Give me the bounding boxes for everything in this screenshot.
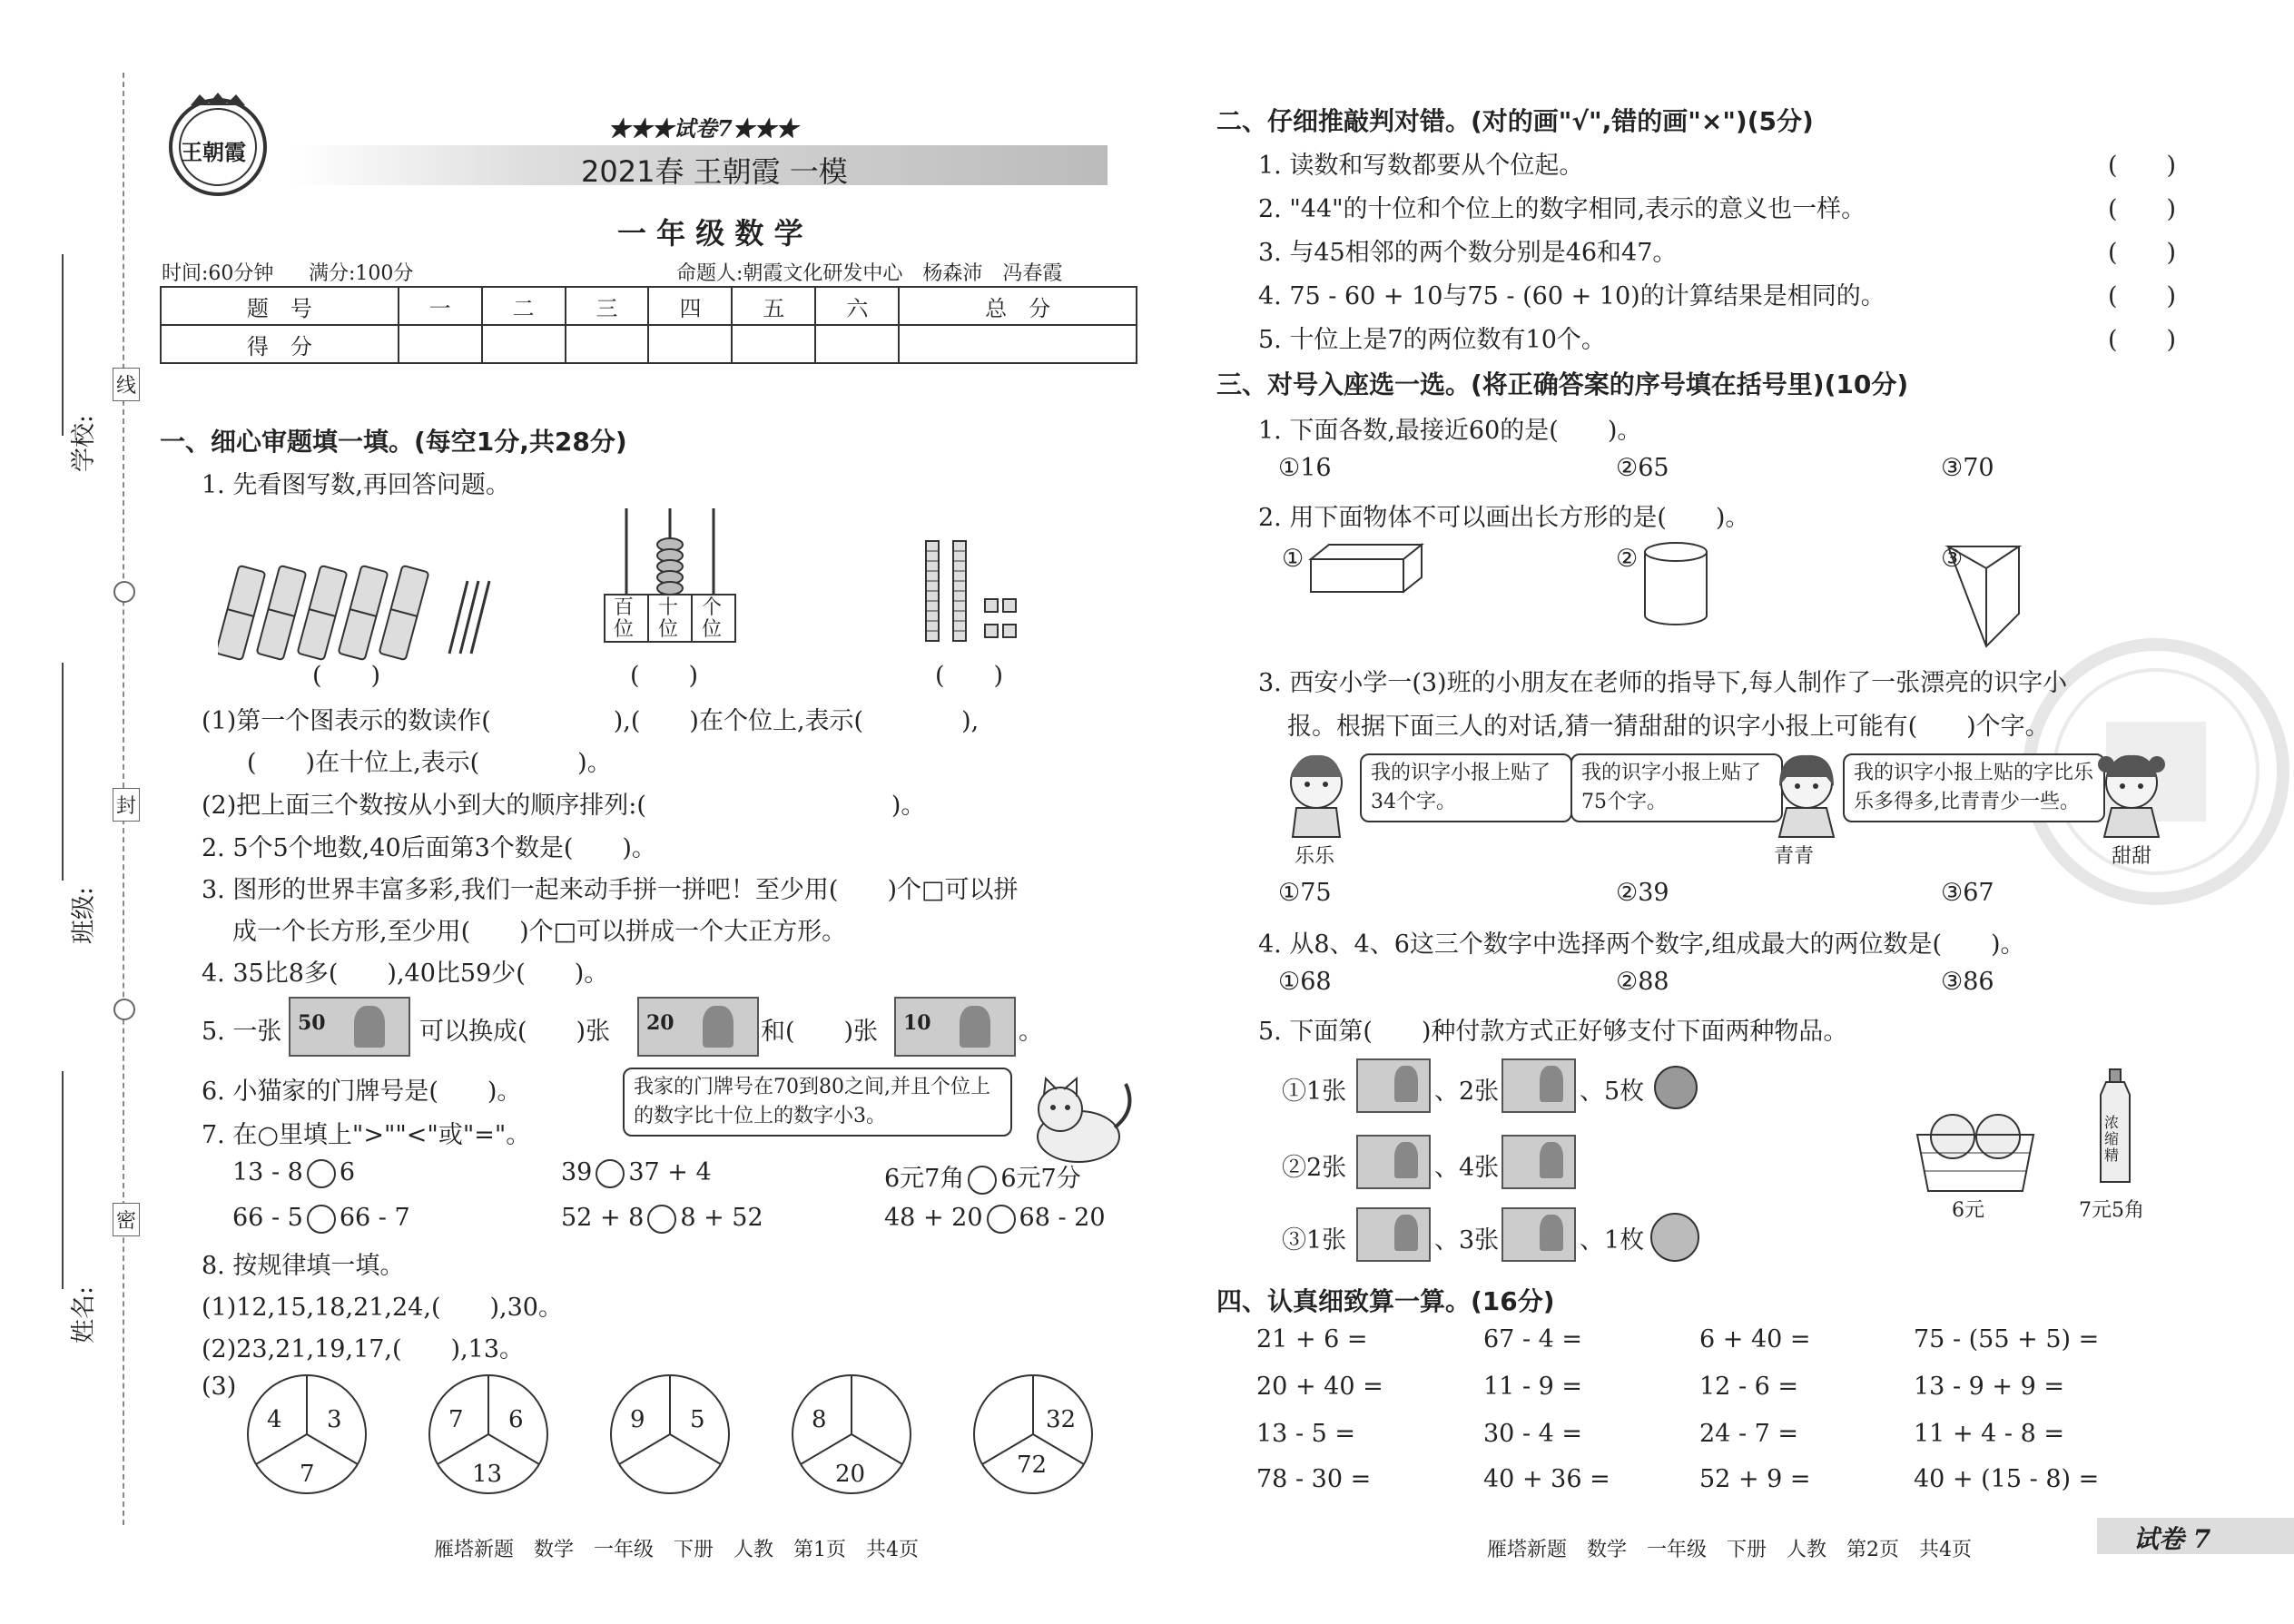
pay-option-3[interactable] (1282, 1220, 1346, 1255)
boy-lele-icon (1280, 750, 1353, 841)
pay-text: ②2张 (1282, 1154, 1347, 1182)
choice-option[interactable]: ② (1616, 545, 1639, 573)
score-header-cell: 题 号 (161, 287, 399, 325)
choice-option[interactable]: ②88 (1616, 968, 1669, 996)
portrait-icon (1540, 1066, 1563, 1102)
q1-1-line-a: (1)第一个图表示的数读作( ),( )在个位上,表示( ), (202, 707, 980, 735)
compare-right: 6 (339, 1158, 356, 1186)
calc-item: 40 + 36 = (1483, 1465, 1610, 1493)
calc-item: 13 - 9 + 9 = (1914, 1373, 2064, 1401)
score-header-cell: 四 (648, 287, 732, 325)
compare-right: 8 + 52 (680, 1204, 763, 1232)
compare-left: 52 + 8 (561, 1204, 645, 1232)
pie-value: 32 (1046, 1406, 1077, 1433)
q4-text: 4. 35比8多( ),40比59少( )。 (202, 960, 609, 988)
q8-3: (3) (202, 1373, 237, 1401)
price-drink: 7元5角 (2079, 1199, 2144, 1222)
choice-q1: 1. 下面各数,最接近60的是( )。 (1258, 417, 1642, 445)
score-row-label: 得 分 (161, 325, 399, 363)
name-lele: 乐乐 (1295, 845, 1335, 868)
school-label: 学校: (70, 414, 98, 472)
banknote-10-icon (1356, 1207, 1431, 1262)
q8-2: (2)23,21,19,17,( ),13。 (202, 1335, 525, 1363)
choice-q3-a: 3. 西安小学一(3)班的小朋友在老师的指导下,每人制作了一张漂亮的识字小 (1258, 669, 2068, 697)
pie-value: 13 (472, 1461, 503, 1488)
judge-item: 5. 十位上是7的两位数有10个。 (1258, 326, 1606, 354)
q3-text-a: 3. 图形的世界丰富多彩,我们一起来动手拼一拼吧！至少用( )个□可以拼 (202, 876, 1019, 904)
pay-option-2[interactable] (1282, 1147, 1346, 1183)
number-pie-3 (606, 1371, 733, 1498)
score-cell[interactable] (566, 325, 649, 363)
judge-blank[interactable]: ( ) (2108, 282, 2177, 310)
school-write-line (62, 254, 64, 436)
binding-hole-icon (113, 999, 135, 1020)
calc-item: 40 + (15 - 8) = (1914, 1465, 2100, 1493)
series-label: ★★★试卷7★★★ (608, 115, 798, 142)
compare-right: 6元7分 (1000, 1165, 1081, 1193)
compare-circle[interactable] (307, 1205, 336, 1234)
calc-item: 6 + 40 = (1699, 1325, 1811, 1353)
stick-bundles-icon (218, 563, 499, 663)
banknote-1-icon (1501, 1135, 1576, 1189)
authors: 命题人:朝霞文化研发中心 杨森沛 冯春霞 (676, 262, 1063, 285)
calc-item: 11 + 4 - 8 = (1914, 1420, 2064, 1448)
compare-circle[interactable] (987, 1205, 1016, 1234)
compare-circle[interactable] (307, 1159, 336, 1188)
q3-text-b: 成一个长方形,至少用( )个□可以拼成一个大正方形。 (232, 918, 847, 946)
compare-row (884, 1204, 1106, 1234)
coin-icon (1650, 1213, 1699, 1262)
cylinder-icon (1639, 539, 1712, 630)
seal-mark-seal: 封 (113, 788, 140, 822)
exam-badge: 试卷 7 (2133, 1524, 2211, 1554)
pie-value: 5 (690, 1406, 705, 1433)
calc-item: 13 - 5 = (1256, 1420, 1356, 1448)
pie-value: 9 (630, 1406, 645, 1433)
number-pie-2 (425, 1371, 552, 1498)
banknote-50-icon (289, 997, 410, 1057)
compare-left: 6元7角 (884, 1165, 965, 1193)
judge-item: 2. "44"的十位和个位上的数字相同,表示的意义也一样。 (1258, 195, 1866, 223)
compare-right: 68 - 20 (1019, 1204, 1106, 1232)
choice-option[interactable]: ③70 (1941, 454, 1994, 482)
banknote-value: 20 (646, 1011, 674, 1035)
bubble-lele: 我的识字小报上贴了34个字。 (1360, 753, 1572, 822)
q8-text: 8. 按规律填一填。 (202, 1252, 405, 1280)
pie-value: 4 (267, 1406, 282, 1433)
part2-heading: 二、仔细推敲判对错。(对的画"√",错的画"×")(5分) (1216, 106, 1814, 136)
q7-text: 7. 在○里填上">""<"或"="。 (202, 1121, 531, 1149)
footer-right: 雁塔新题 数学 一年级 下册 人教 第2页 共4页 (1487, 1539, 1972, 1561)
compare-left: 48 + 20 (884, 1204, 983, 1232)
compare-circle[interactable] (596, 1159, 625, 1188)
exam-title: 2021春 王朝霞 一模 (581, 154, 848, 189)
name-tiantian: 甜甜 (2112, 845, 2152, 868)
pay-text: ③1张 (1282, 1226, 1347, 1255)
portrait-icon (354, 1006, 385, 1048)
score-header-cell: 三 (566, 287, 649, 325)
choice-option[interactable]: ① (1282, 545, 1305, 573)
q1-1-line-b: ( )在十位上,表示( )。 (247, 749, 612, 777)
portrait-icon (703, 1006, 733, 1048)
score-cell[interactable] (648, 325, 732, 363)
banknote-1-icon (1501, 1058, 1576, 1113)
answer-blank[interactable]: ( ) (312, 662, 381, 690)
score-cell[interactable] (815, 325, 899, 363)
pie-value: 6 (508, 1406, 524, 1433)
name-qingqing: 青青 (1774, 845, 1815, 868)
pie-value: 72 (1017, 1452, 1048, 1479)
portrait-icon (960, 1006, 990, 1048)
compare-left: 39 (561, 1158, 593, 1186)
portrait-icon (1394, 1066, 1418, 1102)
calc-item: 21 + 6 = (1256, 1325, 1368, 1353)
abacus-label-ones: 个位 (702, 596, 723, 641)
judge-blank[interactable]: ( ) (2108, 239, 2177, 267)
abacus-label-hundreds: 百位 (614, 596, 635, 641)
class-write-line (62, 663, 64, 881)
banknote-5-icon (1356, 1135, 1431, 1189)
fruit-basket-icon (1912, 1104, 2039, 1195)
q1-text: 1. 先看图写数,再回答问题。 (202, 471, 510, 499)
choice-option[interactable]: ③86 (1941, 968, 1994, 996)
portrait-icon (1394, 1215, 1418, 1251)
pie-value: 7 (300, 1461, 315, 1488)
judge-blank[interactable]: ( ) (2108, 195, 2177, 223)
compare-row (561, 1158, 712, 1188)
girl-qingqing-icon (1770, 750, 1843, 841)
calc-item: 75 - (55 + 5) = (1914, 1325, 2100, 1353)
bottle-label: 浓缩精 (2104, 1114, 2120, 1164)
score-cell[interactable] (732, 325, 815, 363)
base-ten-blocks-icon (917, 536, 1035, 645)
compare-circle[interactable] (968, 1166, 997, 1195)
choice-q2: 2. 用下面物体不可以画出长方形的是( )。 (1258, 504, 1750, 532)
seal-mark-secret: 密 (113, 1203, 140, 1236)
calc-item: 67 - 4 = (1483, 1325, 1583, 1353)
pie-value: 3 (327, 1406, 342, 1433)
pie-value: 20 (835, 1461, 866, 1488)
compare-left: 66 - 5 (232, 1204, 303, 1232)
class-label: 班级: (70, 886, 98, 944)
judge-item: 3. 与45相邻的两个数分别是46和47。 (1258, 239, 1678, 267)
q5-text-d: 。 (1019, 1018, 1043, 1046)
abacus-label-tens: 十位 (658, 596, 679, 641)
price-fruit: 6元 (1952, 1199, 1984, 1222)
score-cell[interactable] (399, 325, 482, 363)
number-pie-5 (970, 1371, 1097, 1498)
calc-item: 24 - 7 = (1699, 1420, 1799, 1448)
judge-blank[interactable]: ( ) (2108, 326, 2177, 354)
full-score: 满分:100分 (309, 262, 414, 285)
pie-value: 7 (448, 1406, 464, 1433)
choice-option[interactable]: ①75 (1278, 879, 1332, 907)
part3-heading: 三、对号入座选一选。(将正确答案的序号填在括号里)(10分) (1216, 369, 1909, 399)
pay-text: 、4张 (1434, 1154, 1500, 1182)
q8-1: (1)12,15,18,21,24,( ),30。 (202, 1294, 563, 1322)
calc-item: 78 - 30 = (1256, 1465, 1372, 1493)
compare-row (232, 1158, 355, 1188)
girl-tiantian-icon (2095, 750, 2168, 841)
calc-item: 30 - 4 = (1483, 1420, 1583, 1448)
judge-item: 4. 75 - 60 + 10与75 - (60 + 10)的计算结果是相同的。 (1258, 282, 1885, 310)
cuboid-icon (1307, 541, 1425, 595)
pay-text: 、5枚 (1580, 1078, 1645, 1106)
pay-text: 、1枚 (1580, 1226, 1645, 1255)
score-cell[interactable] (482, 325, 566, 363)
judge-item: 1. 读数和写数都要从个位起。 (1258, 152, 1584, 180)
number-pie-4 (788, 1371, 915, 1498)
score-table (160, 286, 1137, 364)
triangular-prism-icon (1943, 541, 2024, 650)
calc-item: 52 + 9 = (1699, 1465, 1811, 1493)
banknote-10-icon (1356, 1058, 1431, 1113)
pie-value: 8 (812, 1406, 827, 1433)
compare-right: 37 + 4 (628, 1158, 712, 1186)
compare-left: 13 - 8 (232, 1158, 303, 1186)
subject-title: 一 年 级 数 学 (617, 216, 803, 251)
choice-q4: 4. 从8、4、6这三个数字中选择两个数字,组成最大的两位数是( )。 (1258, 930, 2025, 959)
coin-icon (1654, 1066, 1698, 1109)
name-write-line (62, 1071, 64, 1289)
answer-blank[interactable]: ( ) (935, 662, 1004, 690)
compare-row (561, 1204, 763, 1234)
score-header-cell: 五 (732, 287, 815, 325)
banknote-10-icon (894, 997, 1016, 1057)
cat-speech-bubble: 我家的门牌号在70到80之间,并且个位上的数字比十位上的数字小3。 (623, 1068, 1012, 1137)
choice-q3-b: 报。根据下面三人的对话,猜一猜甜甜的识字小报上可能有( )个字。 (1287, 713, 2050, 741)
q5-text-c: 和( )张 (761, 1018, 879, 1046)
portrait-icon (1540, 1215, 1563, 1251)
choice-option[interactable]: ①68 (1278, 968, 1332, 996)
banknote-1-icon (1501, 1207, 1576, 1262)
portrait-icon (1540, 1142, 1563, 1178)
logo-text: 王朝霞 (181, 139, 246, 165)
banknote-20-icon (637, 997, 759, 1057)
score-header-cell: 总 分 (899, 287, 1137, 325)
seal-mark-line: 线 (113, 368, 140, 401)
compare-circle[interactable] (647, 1205, 676, 1234)
part4-heading: 四、认真细致算一算。(16分) (1216, 1286, 1555, 1316)
compare-right: 66 - 7 (339, 1204, 410, 1232)
bubble-qingqing: 我的识字小报上贴了75个字。 (1570, 753, 1783, 822)
pay-text: 、3张 (1434, 1226, 1500, 1255)
choice-option[interactable]: ③67 (1941, 879, 1994, 907)
q5-text-b: 可以换成( )张 (419, 1018, 611, 1046)
q6-text: 6. 小猫家的门牌号是( )。 (202, 1078, 522, 1106)
footer-left: 雁塔新题 数学 一年级 下册 人教 第1页 共4页 (434, 1539, 919, 1561)
q5-text-a: 5. 一张 (202, 1018, 282, 1046)
binding-hole-icon (113, 581, 135, 603)
pay-text: 、2张 (1434, 1078, 1500, 1106)
portrait-icon (1394, 1142, 1418, 1178)
pay-option-1[interactable] (1282, 1071, 1346, 1107)
banknote-value: 50 (298, 1011, 326, 1035)
calc-item: 11 - 9 = (1483, 1373, 1583, 1401)
calc-item: 20 + 40 = (1256, 1373, 1383, 1401)
judge-blank[interactable]: ( ) (2108, 152, 2177, 180)
compare-row (232, 1204, 410, 1234)
score-cell[interactable] (899, 325, 1137, 363)
choice-option[interactable]: ②39 (1616, 879, 1669, 907)
q2-text: 2. 5个5个地数,40后面第3个数是( )。 (202, 834, 656, 862)
q1-2: (2)把上面三个数按从小到大的顺序排列:( )。 (202, 792, 926, 820)
number-pie-1 (243, 1371, 370, 1498)
score-header-cell: 六 (815, 287, 899, 325)
bubble-tiantian: 我的识字小报上贴的字比乐乐多得多,比青青少一些。 (1843, 753, 2105, 822)
score-header-cell: 一 (399, 287, 482, 325)
name-label: 姓名: (70, 1285, 98, 1343)
compare-row (884, 1158, 1081, 1195)
banknote-value: 10 (903, 1011, 931, 1035)
choice-option[interactable]: ①16 (1278, 454, 1332, 482)
time-limit: 时间:60分钟 (162, 262, 274, 285)
choice-q5: 5. 下面第( )种付款方式正好够支付下面两种物品。 (1258, 1018, 1848, 1046)
calc-item: 12 - 6 = (1699, 1373, 1799, 1401)
part1-heading: 一、细心审题填一填。(每空1分,共28分) (160, 427, 627, 457)
choice-option[interactable]: ③ (1941, 545, 1964, 573)
answer-blank[interactable]: ( ) (630, 662, 699, 690)
choice-option[interactable]: ②65 (1616, 454, 1669, 482)
pay-text: ①1张 (1282, 1078, 1347, 1106)
score-header-cell: 二 (482, 287, 566, 325)
